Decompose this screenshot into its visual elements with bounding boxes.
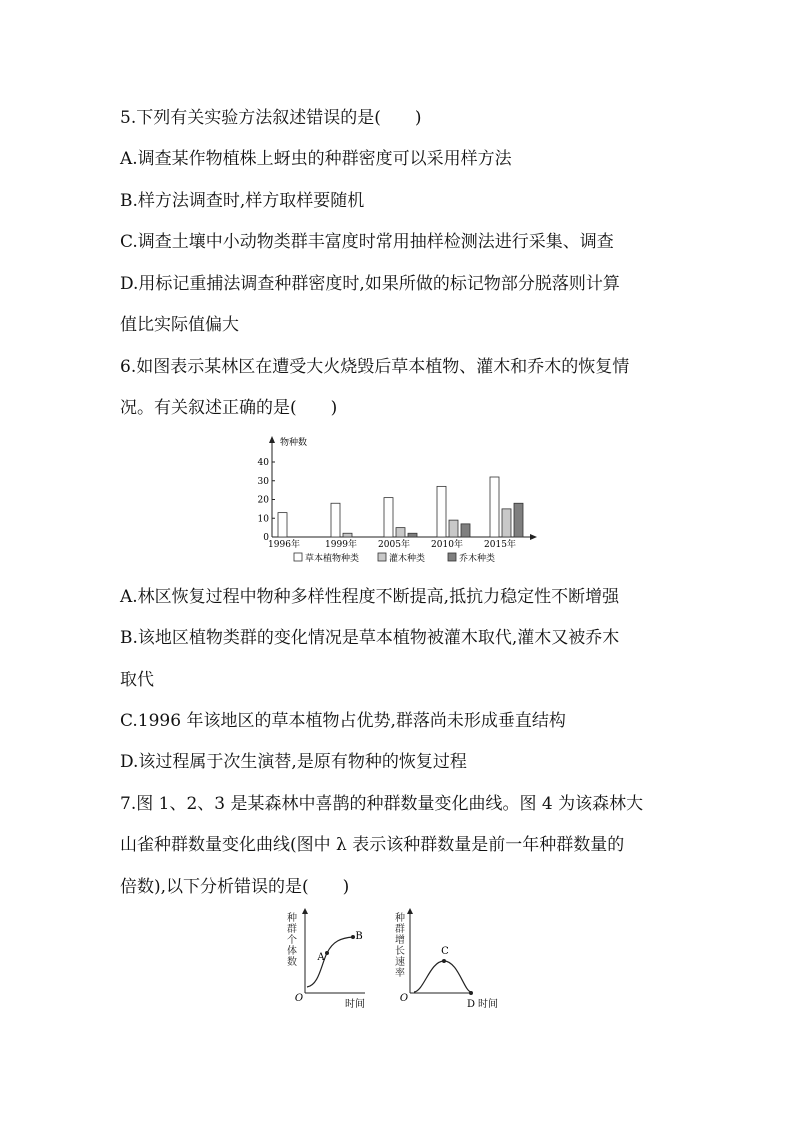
- bar-category-label: 1996年: [268, 540, 300, 550]
- rate-point-d: [469, 991, 473, 995]
- bar-legend-label: 草本植物种类: [305, 554, 360, 564]
- s-curve-figure: [285, 905, 370, 1010]
- q7-stem-cont: 山雀种群数量变化曲线(图中 λ 表示该种群数量是前一年种群数量的: [120, 835, 625, 855]
- rate-curve-line: [414, 961, 471, 992]
- bar-herb: [490, 477, 499, 537]
- s-curve-point-a: [325, 951, 329, 955]
- bar-shrub: [396, 528, 405, 537]
- rate-ylabel-4: 速: [395, 957, 405, 968]
- rate-ylabel-1: 群: [395, 924, 405, 935]
- q6-option-d: D.该过程属于次生演替,是原有物种的恢复过程: [120, 752, 467, 772]
- bar-category-label: 2015年: [484, 540, 516, 550]
- bar-tree: [514, 503, 523, 537]
- rate-ylabel-5: 率: [395, 968, 405, 979]
- bar-shrub: [502, 509, 511, 537]
- q6-option-b-cont: 取代: [120, 670, 154, 690]
- s-curve-origin: O: [294, 993, 304, 1004]
- bar-herb: [278, 513, 287, 537]
- bar-y-label: 物种数: [280, 438, 308, 448]
- rate-ylabel-0: 种: [395, 913, 405, 924]
- bar-y-tick-label: 20: [257, 495, 269, 506]
- rate-point-c: [442, 959, 446, 963]
- q7-stem-cont2: 倍数),以下分析错误的是( ): [120, 877, 350, 897]
- s-curve-label-a: A: [317, 952, 325, 963]
- q6-option-c: C.1996 年该地区的草本植物占优势,群落尚未形成垂直结构: [120, 711, 566, 731]
- s-curve-xlabel: 时间: [345, 999, 365, 1010]
- q5-option-b: B.样方法调查时,样方取样要随机: [120, 191, 365, 211]
- s-curve-ylabel-0: 种: [287, 913, 297, 924]
- rate-xlabel: 时间: [478, 999, 498, 1010]
- q5-option-d: D.用标记重捕法调查种群密度时,如果所做的标记物部分脱落则计算: [120, 274, 620, 294]
- q7-stem: 7.图 1、2、3 是某森林中喜鹊的种群数量变化曲线。图 4 为该森林大: [120, 794, 644, 814]
- s-curve-ylabel-4: 数: [287, 957, 297, 968]
- bar-tree: [408, 533, 417, 537]
- bar-y-tick-label: 40: [257, 458, 269, 468]
- q6-option-a: A.林区恢复过程中物种多样性程度不断提高,抵抗力稳定性不断增强: [120, 587, 620, 607]
- bar-y-axis-arrow: [269, 436, 275, 443]
- q5-option-c: C.调查土壤中小动物类群丰富度时常用抽样检测法进行采集、调查: [120, 232, 614, 252]
- bar-shrub: [343, 533, 352, 537]
- bar-category-label: 2005年: [378, 540, 410, 550]
- bar-legend-label: 乔木种类: [459, 554, 496, 564]
- rate-ylabel-3: 长: [395, 946, 405, 957]
- bar-herb: [384, 498, 393, 537]
- bar-legend-swatch: [378, 553, 386, 561]
- bar-herb: [437, 486, 446, 537]
- growth-rate-figure: [390, 905, 505, 1010]
- s-curve-line: [307, 937, 353, 987]
- s-curve-label-b: B: [355, 931, 363, 942]
- rate-ylabel-2: 增: [395, 935, 405, 946]
- bar-legend-label: 灌木种类: [389, 554, 426, 564]
- bar-y-tick-label: 10: [257, 514, 269, 525]
- rate-label-d: D: [466, 999, 476, 1010]
- bar-shrub: [449, 520, 458, 537]
- bar-tree: [461, 524, 470, 537]
- rate-label-c: C: [441, 946, 449, 957]
- rate-origin: O: [399, 993, 409, 1004]
- q5-option-a: A.调查某作物植株上蚜虫的种群密度可以采用样方法: [120, 149, 512, 169]
- bar-y-tick-label: 0: [263, 533, 269, 543]
- q6-stem-cont: 况。有关叙述正确的是( ): [120, 398, 338, 418]
- s-curve-ylabel-3: 体: [287, 946, 297, 957]
- bar-category-label: 2010年: [431, 540, 463, 550]
- bar-x-axis-arrow: [530, 534, 537, 540]
- q5-option-d-cont: 值比实际值偏大: [120, 315, 239, 335]
- q5-stem: 5.下列有关实验方法叙述错误的是( ): [120, 108, 422, 128]
- bar-legend-swatch: [448, 553, 456, 561]
- s-curve-ylabel-2: 个: [287, 935, 297, 946]
- q6-stem: 6.如图表示某林区在遭受大火烧毁后草本植物、灌木和乔木的恢复情: [120, 357, 630, 377]
- bar-herb: [331, 503, 340, 537]
- bar-category-label: 1999年: [325, 540, 357, 550]
- bar-y-tick-label: 30: [257, 476, 269, 487]
- q6-option-b: B.该地区植物类群的变化情况是草本植物被灌木取代,灌木又被乔木: [120, 628, 620, 648]
- bar-legend-swatch: [294, 553, 302, 561]
- s-curve-ylabel-1: 群: [287, 924, 297, 935]
- species-bar-chart: [250, 432, 550, 572]
